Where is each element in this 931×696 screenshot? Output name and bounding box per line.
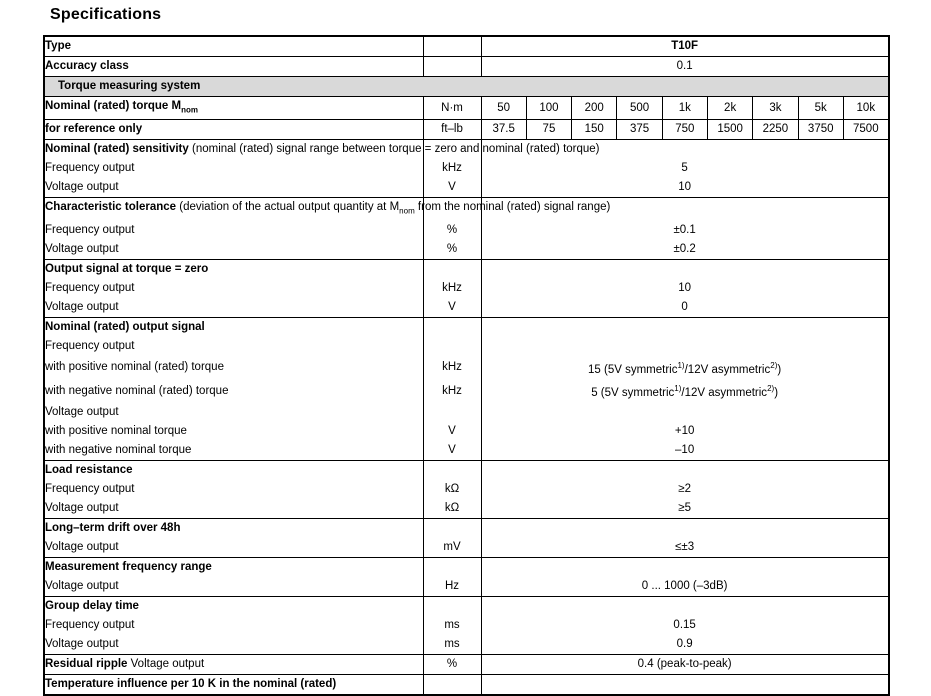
volt-positive-unit: V [423, 422, 481, 441]
row-residual-ripple [44, 655, 889, 675]
footnote-marker-1: 1) [674, 384, 682, 394]
page-title: Specifications [50, 6, 162, 23]
load-resistance-frequency-label: Frequency output [44, 480, 423, 499]
row-zero-output-voltage [44, 298, 889, 318]
partial-row-label: Temperature influence per 10 K in the nominal (rated) [44, 675, 423, 696]
footnote-marker-1: 1) [677, 360, 685, 370]
empty-value-cell [481, 337, 889, 356]
load-resistance-frequency-value: ≥2 [678, 483, 691, 496]
nominal-output-frequency-group-label: Frequency output [44, 337, 423, 356]
empty-unit-cell [423, 337, 481, 356]
group-delay-voltage-unit: ms [423, 635, 481, 655]
empty-value-cell [481, 403, 889, 422]
freq-positive-label: with positive nominal (rated) torque [44, 356, 423, 380]
group-delay-voltage-value: 0.9 [676, 638, 693, 651]
torque-value: 50 [481, 97, 526, 120]
torque-value: 2k [707, 97, 752, 120]
torque-value: 1k [662, 97, 707, 120]
empty-value-cell [481, 259, 889, 279]
row-zero-output-title [44, 259, 889, 279]
volt-negative-label: with negative nominal torque [44, 441, 423, 461]
volt-positive-label: with positive nominal torque [44, 422, 423, 441]
load-resistance-voltage-unit: kΩ [423, 499, 481, 519]
torque-value: 200 [572, 97, 617, 120]
row-nominal-output-volt-positive [44, 422, 889, 441]
reference-value: 2250 [753, 120, 798, 140]
residual-ripple-label-rest: Voltage output [127, 658, 205, 671]
row-load-resistance-frequency [44, 480, 889, 499]
row-nominal-torque [44, 97, 889, 120]
freq-negative-value-text-2: /12V asymmetric [681, 387, 768, 400]
nominal-output-title: Nominal (rated) output signal [44, 317, 423, 337]
row-type [44, 36, 889, 57]
nominal-torque-unit: N·m [423, 97, 481, 120]
reference-value: 1500 [707, 120, 752, 140]
row-tolerance-desc [44, 198, 889, 221]
long-term-drift-voltage-label: Voltage output [44, 538, 423, 558]
sensitivity-desc-text: (nominal (rated) signal range between torque = zero and nominal (rated) torque) [188, 143, 600, 156]
tolerance-voltage-unit: % [423, 240, 481, 260]
sensitivity-frequency-value: 5 [681, 162, 688, 175]
row-measurement-frequency-title [44, 558, 889, 578]
reference-value: 75 [526, 120, 571, 140]
section-header: Torque measuring system [44, 77, 889, 97]
zero-output-voltage-unit: V [423, 298, 481, 318]
empty-unit-cell [423, 36, 481, 57]
tolerance-desc-subscript: nom [399, 206, 415, 216]
empty-unit-cell [423, 675, 481, 696]
sensitivity-voltage-label: Voltage output [44, 178, 423, 198]
row-load-resistance-voltage [44, 499, 889, 519]
section-torque-measuring-system [44, 77, 889, 97]
reference-value: 37.5 [481, 120, 526, 140]
row-load-resistance-title [44, 461, 889, 481]
row-nominal-output-volt-negative [44, 441, 889, 461]
row-group-delay-voltage [44, 635, 889, 655]
sensitivity-description [44, 140, 600, 160]
volt-positive-value: +10 [674, 425, 695, 438]
freq-positive-unit: kHz [423, 356, 481, 380]
nominal-torque-label-subscript: nom [181, 105, 198, 115]
zero-output-title: Output signal at torque = zero [44, 259, 423, 279]
group-delay-title: Group delay time [44, 597, 423, 617]
row-sensitivity-frequency [44, 159, 889, 178]
row-group-delay-frequency [44, 616, 889, 635]
freq-negative-value-text-1: 5 (5V symmetric [591, 387, 675, 400]
torque-value: 10k [843, 97, 888, 120]
specifications-table [43, 35, 890, 696]
tolerance-title: Characteristic tolerance [45, 201, 177, 214]
freq-positive-value-text-1: 15 (5V symmetric [588, 363, 678, 376]
tolerance-description [44, 198, 611, 221]
row-nominal-output-title [44, 317, 889, 337]
row-long-term-drift-title [44, 519, 889, 539]
measurement-frequency-voltage-value: 0 ... 1000 (–3dB) [641, 580, 728, 593]
row-sensitivity-desc [44, 140, 889, 160]
reference-value: 375 [617, 120, 662, 140]
accuracy-value: 0.1 [481, 57, 889, 77]
sensitivity-frequency-unit: kHz [423, 159, 481, 178]
tolerance-frequency-unit: % [423, 221, 481, 240]
sensitivity-title: Nominal (rated) sensitivity [45, 143, 189, 156]
reference-label: for reference only [44, 120, 423, 140]
residual-ripple-unit: % [423, 655, 481, 675]
empty-unit-cell [423, 403, 481, 422]
zero-output-frequency-label: Frequency output [44, 279, 423, 298]
zero-output-frequency-unit: kHz [423, 279, 481, 298]
freq-negative-label: with negative nominal (rated) torque [44, 379, 423, 403]
empty-unit-cell [423, 558, 481, 578]
type-label: Type [44, 36, 423, 57]
residual-ripple-value: 0.4 (peak-to-peak) [481, 655, 889, 675]
group-delay-voltage-label: Voltage output [44, 635, 423, 655]
residual-ripple-title: Residual ripple [45, 658, 128, 671]
zero-output-voltage-value: 0 [681, 300, 688, 313]
sensitivity-voltage-value: 10 [678, 181, 692, 194]
row-long-term-drift-voltage [44, 538, 889, 558]
long-term-drift-voltage-value: ≤±3 [675, 541, 695, 554]
row-accuracy-class [44, 57, 889, 77]
freq-negative-unit: kHz [423, 379, 481, 403]
empty-value-cell [481, 597, 889, 617]
row-partial-cutoff [44, 675, 889, 696]
empty-value-cell [481, 675, 889, 696]
measurement-frequency-voltage-label: Voltage output [44, 577, 423, 597]
group-delay-frequency-unit: ms [423, 616, 481, 635]
freq-negative-value [481, 379, 889, 403]
accuracy-label: Accuracy class [44, 57, 423, 77]
residual-ripple-label [44, 655, 423, 675]
row-tolerance-voltage [44, 240, 889, 260]
reference-value: 7500 [843, 120, 888, 140]
volt-negative-value: –10 [675, 444, 695, 457]
tolerance-frequency-label: Frequency output [44, 221, 423, 240]
sensitivity-voltage-unit: V [423, 178, 481, 198]
load-resistance-voltage-value: ≥5 [678, 502, 691, 515]
row-zero-output-frequency [44, 279, 889, 298]
row-nominal-output-frequency-label [44, 337, 889, 356]
long-term-drift-title: Long–term drift over 48h [44, 519, 423, 539]
tolerance-voltage-value: ±0.2 [673, 242, 696, 255]
row-tolerance-frequency [44, 221, 889, 240]
freq-positive-value-text-2: /12V asymmetric [684, 363, 771, 376]
empty-value-cell [481, 461, 889, 481]
tolerance-frequency-value: ±0.1 [673, 223, 696, 236]
nominal-torque-label [44, 97, 423, 120]
load-resistance-title: Load resistance [44, 461, 423, 481]
long-term-drift-voltage-unit: mV [423, 538, 481, 558]
row-measurement-frequency-voltage [44, 577, 889, 597]
footnote-marker-2: 2) [767, 384, 775, 394]
row-nominal-output-voltage-label [44, 403, 889, 422]
zero-output-voltage-label: Voltage output [44, 298, 423, 318]
tolerance-voltage-label: Voltage output [44, 240, 423, 260]
torque-value: 3k [753, 97, 798, 120]
empty-unit-cell [423, 317, 481, 337]
row-sensitivity-voltage [44, 178, 889, 198]
tolerance-desc-text-1: (deviation of the actual output quantity at M [176, 201, 400, 214]
empty-unit-cell [423, 597, 481, 617]
reference-value: 750 [662, 120, 707, 140]
row-group-delay-title [44, 597, 889, 617]
reference-value: 3750 [798, 120, 843, 140]
type-value: T10F [671, 40, 699, 52]
sensitivity-frequency-label: Frequency output [44, 159, 423, 178]
measurement-frequency-title: Measurement frequency range [44, 558, 423, 578]
row-nominal-output-freq-negative [44, 379, 889, 403]
row-nominal-output-freq-positive [44, 356, 889, 380]
torque-value: 500 [617, 97, 662, 120]
torque-value: 5k [798, 97, 843, 120]
empty-value-cell [481, 317, 889, 337]
row-reference-only [44, 120, 889, 140]
tolerance-desc-text-2: from the nominal (rated) signal range) [414, 201, 611, 214]
freq-negative-value-text-3: ) [774, 387, 779, 400]
nominal-torque-label-text: Nominal (rated) torque M [45, 100, 182, 112]
zero-output-frequency-value: 10 [678, 281, 692, 294]
footnote-marker-2: 2) [770, 360, 778, 370]
empty-unit-cell [423, 519, 481, 539]
nominal-output-voltage-group-label: Voltage output [44, 403, 423, 422]
reference-unit: ft–lb [423, 120, 481, 140]
group-delay-frequency-value: 0.15 [673, 619, 696, 632]
reference-value: 150 [572, 120, 617, 140]
load-resistance-frequency-unit: kΩ [423, 480, 481, 499]
volt-negative-unit: V [423, 441, 481, 461]
measurement-frequency-voltage-unit: Hz [423, 577, 481, 597]
freq-positive-value [481, 356, 889, 380]
group-delay-frequency-label: Frequency output [44, 616, 423, 635]
empty-unit-cell [423, 461, 481, 481]
empty-unit-cell [423, 259, 481, 279]
freq-positive-value-text-3: ) [777, 363, 782, 376]
load-resistance-voltage-label: Voltage output [44, 499, 423, 519]
empty-unit-cell [423, 57, 481, 77]
torque-value: 100 [526, 97, 571, 120]
empty-value-cell [481, 558, 889, 578]
empty-value-cell [481, 519, 889, 539]
